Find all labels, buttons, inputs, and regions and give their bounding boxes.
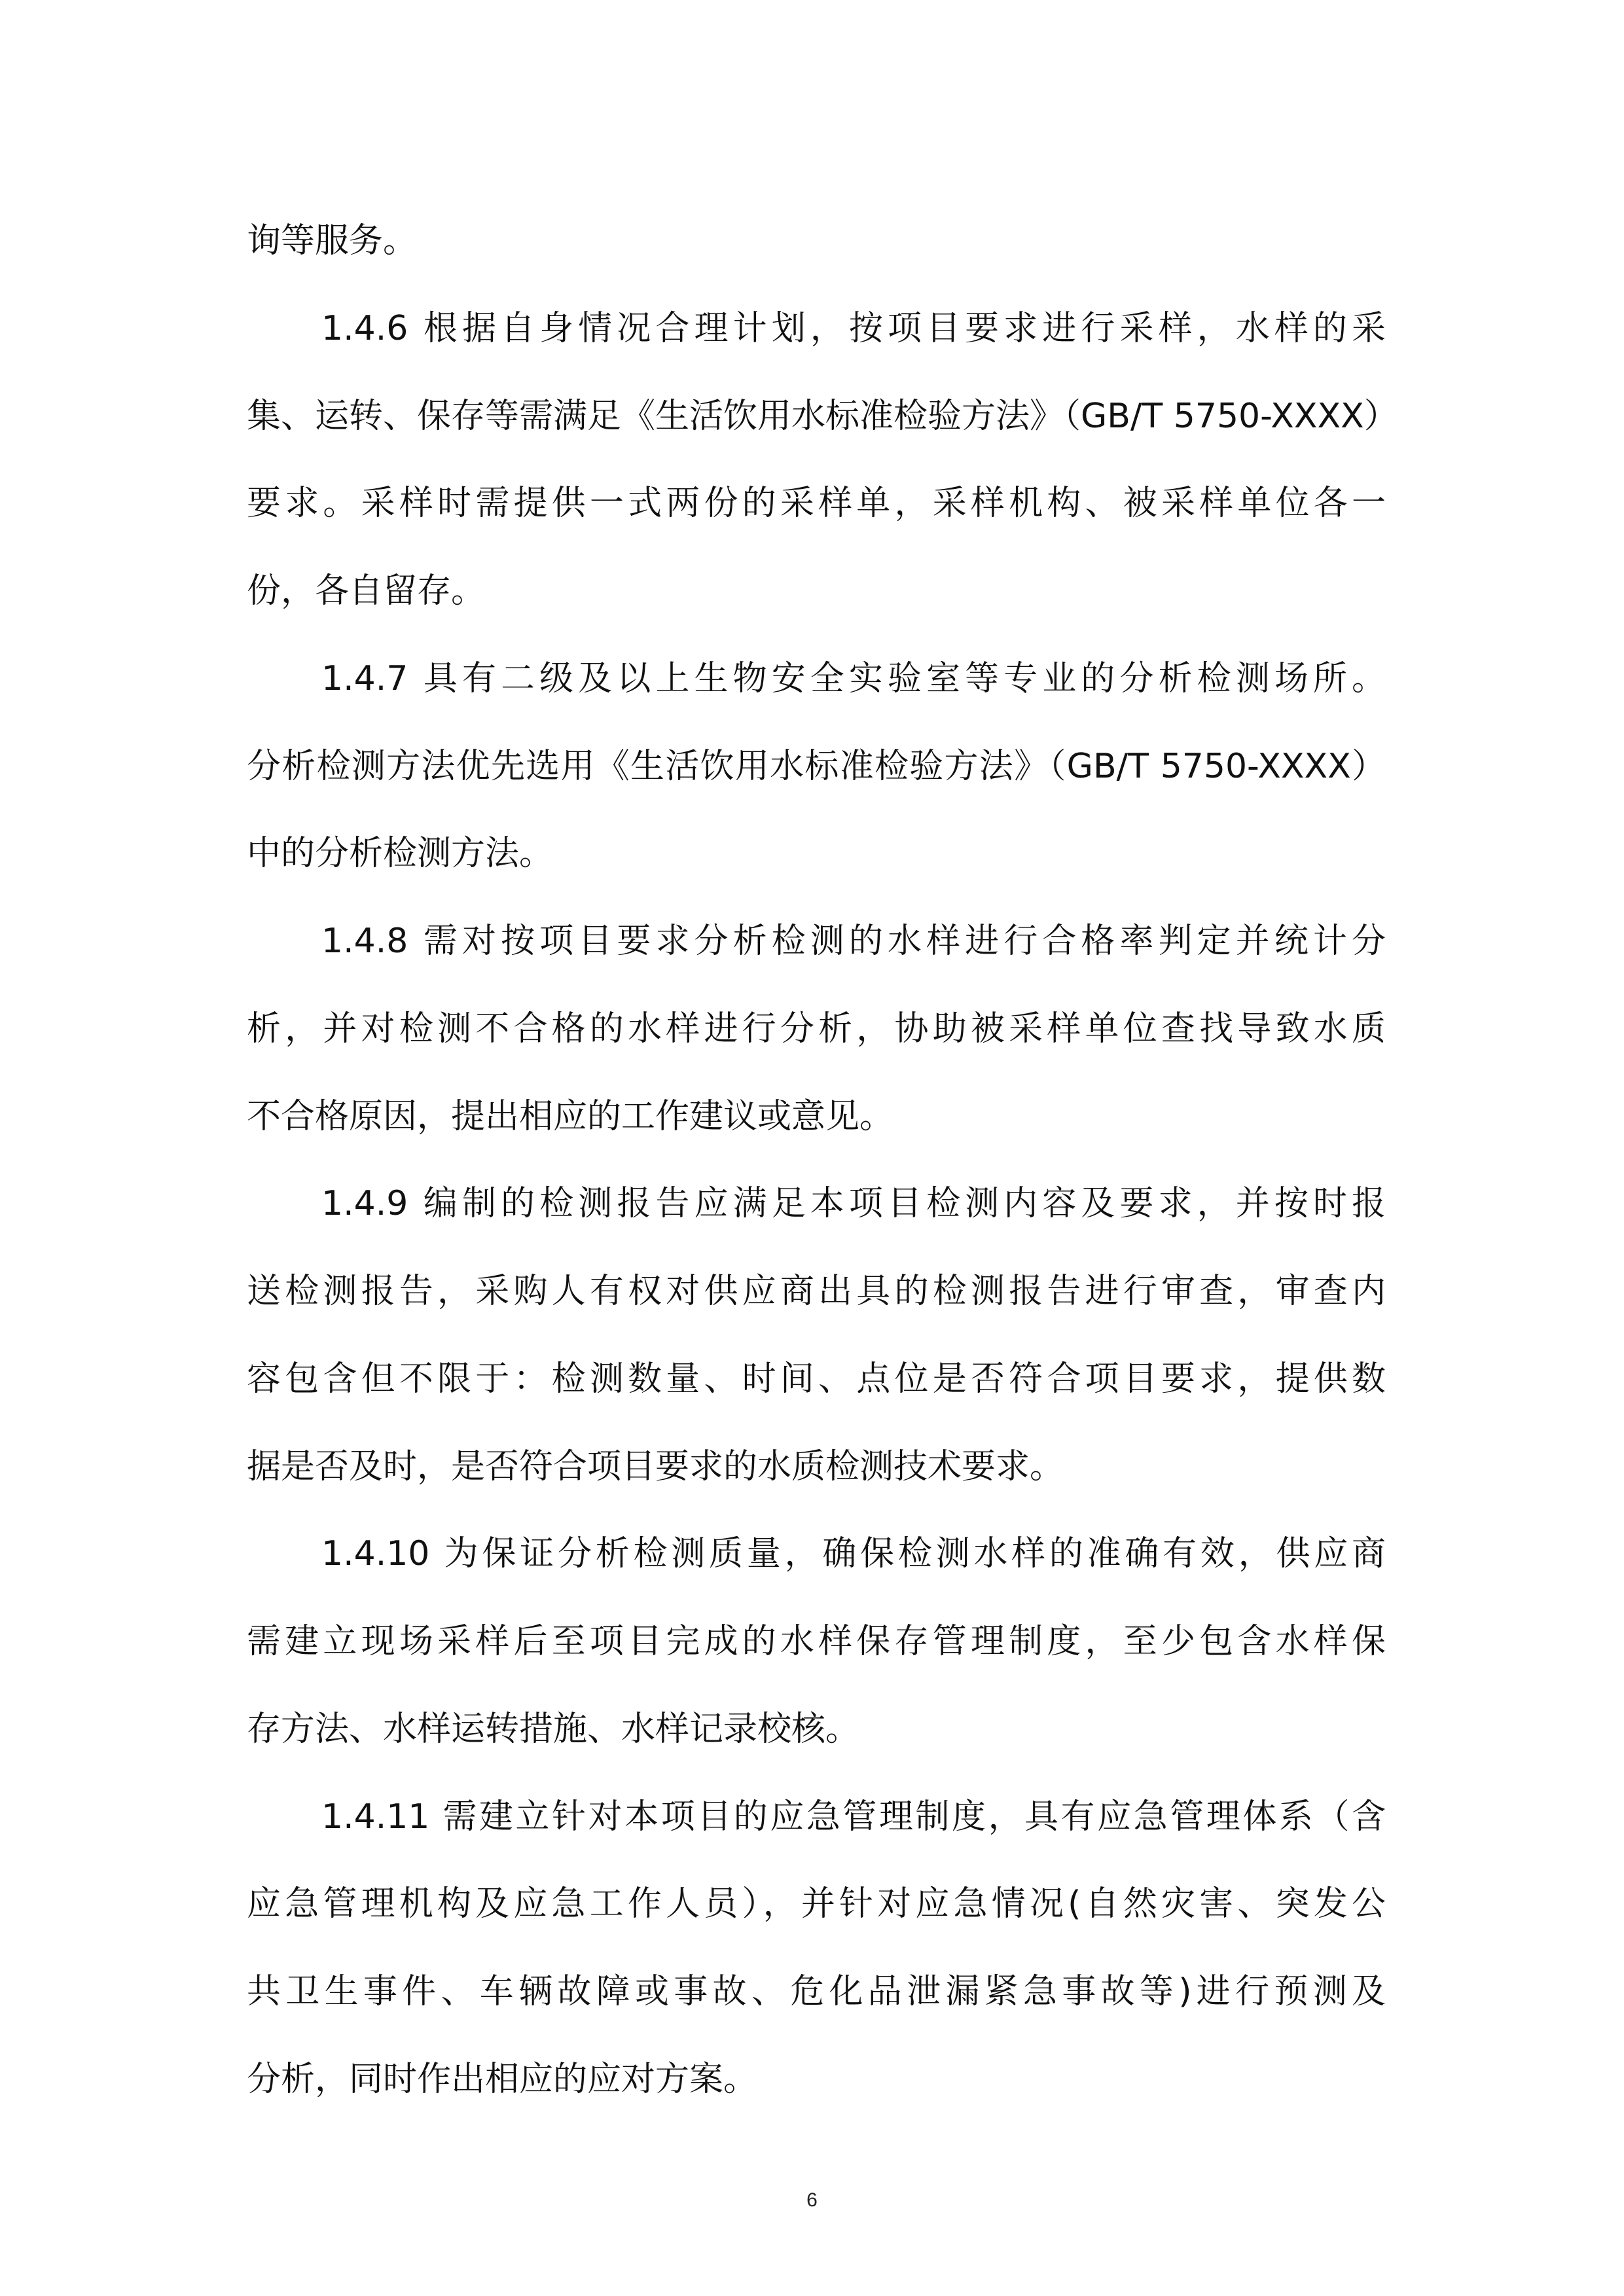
text-line: 1.4.10 为保证分析检测质量，确保检测水样的准确有效，供应商 xyxy=(321,1534,1386,1573)
text-line: 容包含但不限于：检测数量、时间、点位是否符合项目要求，提供数 xyxy=(247,1359,1386,1399)
text-line: 份，各自留存。 xyxy=(247,571,486,611)
text-line: 共卫生事件、车辆故障或事故、危化品泄漏紧急事故等)进行预测及 xyxy=(247,1972,1386,2011)
text-line: 询等服务。 xyxy=(247,221,418,260)
text-line: 据是否及时，是否符合项目要求的水质检测技术要求。 xyxy=(247,1447,1064,1486)
text-line: 存方法、水样运转措施、水样记录校核。 xyxy=(247,1710,860,1749)
text-line: 送检测报告，采购人有权对供应商出具的检测报告进行审查，审查内 xyxy=(247,1272,1386,1311)
text-line: 分析检测方法优先选用《生活饮用水标准检验方法》（GB/T 5750-XXXX） xyxy=(247,747,1386,786)
text-line: 集、运转、保存等需满足《生活饮用水标准检验方法》（GB/T 5750-XXXX） xyxy=(247,397,1398,436)
text-line: 应急管理机构及应急工作人员），并针对应急情况(自然灾害、突发公 xyxy=(247,1884,1386,1924)
text-line: 1.4.6 根据自身情况合理计划，按项目要求进行采样，水样的采 xyxy=(321,309,1386,348)
text-line: 1.4.8 需对按项目要求分析检测的水样进行合格率判定并统计分 xyxy=(321,922,1386,961)
page-number: 6 xyxy=(806,2189,818,2211)
text-line: 分析，同时作出相应的应对方案。 xyxy=(247,2060,758,2099)
text-line: 需建立现场采样后至项目完成的水样保存管理制度，至少包含水样保 xyxy=(247,1622,1386,1661)
text-line: 1.4.11 需建立针对本项目的应急管理制度，具有应急管理体系（含 xyxy=(321,1797,1386,1837)
text-line: 1.4.9 编制的检测报告应满足本项目检测内容及要求，并按时报 xyxy=(321,1184,1386,1223)
text-line: 析，并对检测不合格的水样进行分析，协助被采样单位查找导致水质 xyxy=(247,1009,1386,1049)
text-line: 中的分析检测方法。 xyxy=(247,834,554,873)
text-line: 不合格原因，提出相应的工作建议或意见。 xyxy=(247,1097,894,1136)
text-line: 1.4.7 具有二级及以上生物安全实验室等专业的分析检测场所。 xyxy=(321,659,1386,698)
text-line: 要求。采样时需提供一式两份的采样单，采样机构、被采样单位各一 xyxy=(247,484,1386,523)
